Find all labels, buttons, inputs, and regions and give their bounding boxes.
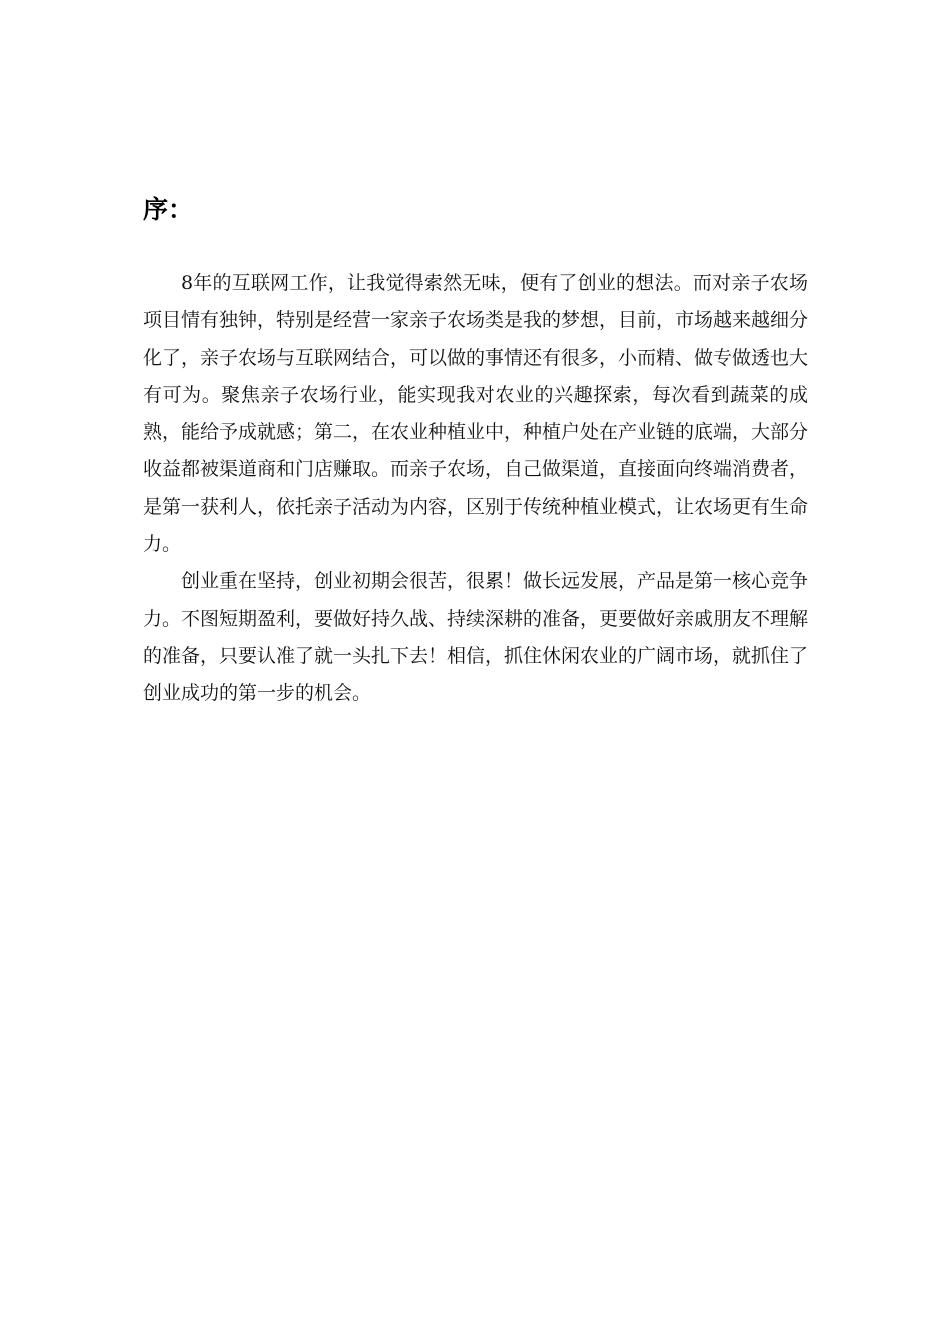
paragraph-2: 创业重在坚持，创业初期会很苦，很累！做长远发展，产品是第一核心竞争力。不图短期盈利，要做好持久战、持续深耕的准备，更要做好亲戚朋友不理解的准备，只要认准了就一头扎下去！相信，抓住休闲农业的广阔市场，就抓住了创业成功的第一步的机会。 [143,570,809,705]
body-text [143,265,808,713]
paragraph-1: 8年的互联网工作，让我觉得索然无味，便有了创业的想法。而对亲子农场项目情有独钟，特别是经营一家亲子农场类是我的梦想，目前，市场越来越细分化了，亲子农场与互联网结合，可以做的事情还有很多，小而精、做专做透也大有可为。聚焦亲子农场行业，能实现我对农业的兴趣探索，每次看到蔬菜的成熟，能给予成就感；第二，在农业种植业中，种植户处在产业链的底端，大部分收益都被渠道商和门店赚取。而亲子农场，自己做渠道，直接面向终端消费者，是第一获利人，依托亲子活动为内容，区别于传统种植业模式，让农场更有生命力。 [143,272,809,556]
section-heading: 序： [143,195,194,224]
